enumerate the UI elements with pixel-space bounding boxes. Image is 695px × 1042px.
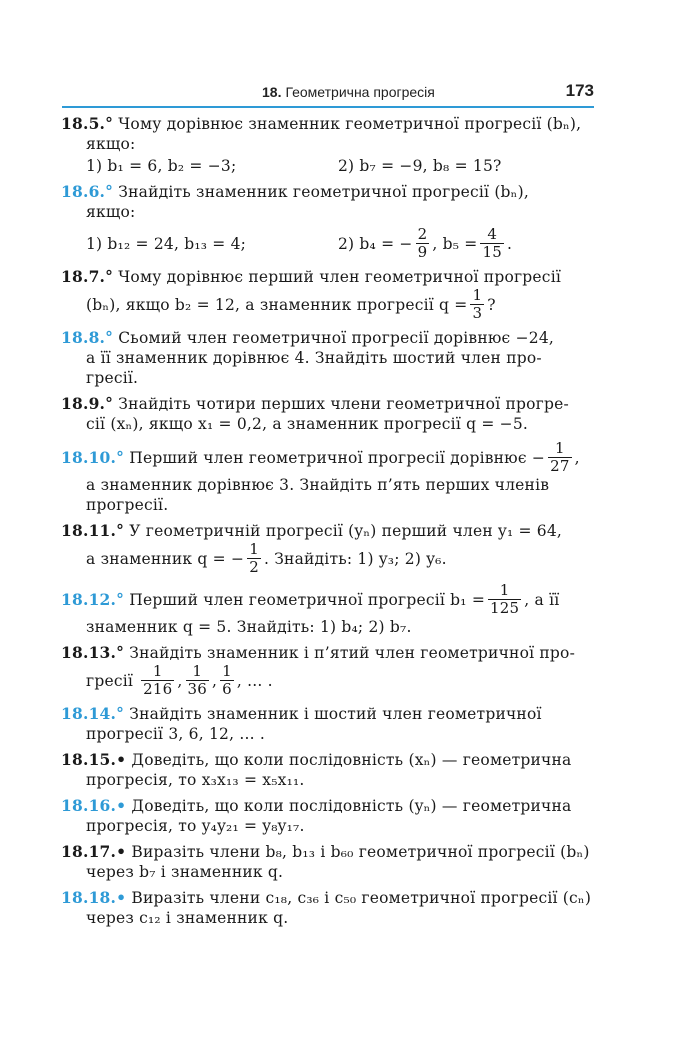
numerator: 1 xyxy=(152,662,163,680)
exercise-text: Виразіть члени c₁₈, c₃₆ і c₅₀ геометричної прогресії (cₙ) xyxy=(131,889,592,907)
exercise-options xyxy=(61,226,595,261)
denominator: 36 xyxy=(187,680,208,698)
separator: , xyxy=(177,671,183,690)
exercise-18-12 xyxy=(61,582,595,637)
exercise-18-6 xyxy=(61,182,595,261)
fraction xyxy=(488,582,521,617)
exercise-text: гресії. xyxy=(86,369,139,387)
option-text: . xyxy=(506,234,513,253)
exercise-text xyxy=(61,541,595,576)
exercise-text: через b₇ і знаменник q. xyxy=(86,863,284,881)
option-text: , b₅ = xyxy=(432,234,478,253)
denominator: 216 xyxy=(143,680,173,698)
numerator: 1 xyxy=(472,286,483,304)
exercise-number: 18.8.° xyxy=(61,328,114,347)
exercise-text: , а її xyxy=(524,590,560,609)
exercise-18-13 xyxy=(61,643,595,698)
exercise-18-5 xyxy=(61,114,595,176)
exercise-number: 18.5.° xyxy=(61,114,114,133)
exercise-text: . Знайдіть: 1) y₃; 2) y₆. xyxy=(263,549,447,568)
exercise-number: 18.18.• xyxy=(61,888,127,907)
exercise-18-9 xyxy=(61,394,595,434)
exercise-text: якщо: xyxy=(86,135,136,153)
denominator: 15 xyxy=(482,243,502,261)
option-text: 2) b₄ = − xyxy=(338,234,413,253)
exercise-18-18 xyxy=(61,888,595,928)
exercise-number: 18.11.° xyxy=(61,521,125,540)
exercise-text: через c₁₂ і знаменник q. xyxy=(86,909,289,927)
exercise-text: а знаменник дорівнює 3. Знайдіть п’ять перших членів xyxy=(86,476,550,494)
exercise-number: 18.6.° xyxy=(61,182,114,201)
numerator: 1 xyxy=(499,581,510,599)
exercise-text xyxy=(61,287,595,322)
page-number: 173 xyxy=(565,81,594,100)
denominator: 27 xyxy=(550,457,570,475)
exercise-number: 18.13.° xyxy=(61,643,125,662)
exercise-number: 18.17.• xyxy=(61,842,127,861)
exercise-text: , xyxy=(574,448,580,467)
exercise-text: Сьомий член геометричної прогресії дорівнює −24, xyxy=(118,329,555,347)
numerator: 1 xyxy=(249,540,259,558)
exercise-text xyxy=(61,663,595,698)
exercise-text: а її знаменник дорівнює 4. Знайдіть шостий член про- xyxy=(86,349,542,367)
exercise-text: Знайдіть знаменник геометричної прогресії (bₙ), xyxy=(118,183,529,201)
page-header xyxy=(62,80,594,108)
exercise-text: Знайдіть знаменник і шостий член геометричної xyxy=(129,705,542,723)
option-2: 2) b₇ = −9, b₈ = 15? xyxy=(338,157,502,175)
denominator: 3 xyxy=(472,304,483,322)
denominator: 2 xyxy=(249,558,259,576)
exercise-text: знаменник q = 5. Знайдіть: 1) b₄; 2) b₇. xyxy=(86,618,412,636)
exercise-18-17 xyxy=(61,842,595,882)
exercise-text: Перший член геометричної прогресії b₁ = xyxy=(129,590,486,609)
exercise-18-8 xyxy=(61,328,595,388)
numerator: 4 xyxy=(487,225,498,243)
exercise-text: (bₙ), якщо b₂ = 12, а знаменник прогресії q = xyxy=(86,295,468,314)
exercise-text: гресії xyxy=(86,671,134,690)
exercise-18-14 xyxy=(61,704,595,744)
denominator: 125 xyxy=(490,599,520,617)
exercise-18-11 xyxy=(61,521,595,576)
numerator: 1 xyxy=(192,662,203,680)
exercise-text: Доведіть, що коли послідовність (xₙ) — геометрична xyxy=(131,751,572,769)
exercise-number: 18.12.° xyxy=(61,589,125,609)
fraction xyxy=(470,287,484,322)
numerator: 2 xyxy=(417,225,428,243)
exercise-text: , ... . xyxy=(236,671,273,690)
numerator: 1 xyxy=(554,439,565,457)
exercise-text: прогресії. xyxy=(86,496,169,514)
denominator: 6 xyxy=(222,680,232,698)
exercise-list xyxy=(61,114,595,934)
fraction xyxy=(416,226,430,261)
exercise-text: прогресія, то x₃x₁₃ = x₅x₁₁. xyxy=(86,771,305,789)
section-title xyxy=(262,84,435,100)
exercise-text: Доведіть, що коли послідовність (yₙ) — геометрична xyxy=(131,797,572,815)
exercise-text: Чому дорівнює перший член геометричної прогресії xyxy=(118,268,562,286)
exercise-text: Знайдіть чотири перших члени геометричної прогре- xyxy=(118,395,569,413)
exercise-text: сії (xₙ), якщо x₁ = 0,2, а знаменник прогресії q = −5. xyxy=(86,415,529,433)
fraction xyxy=(141,663,174,698)
exercise-number: 18.7.° xyxy=(61,267,114,286)
exercise-number: 18.9.° xyxy=(61,394,114,413)
separator: , xyxy=(212,671,218,690)
option-2 xyxy=(338,226,512,261)
fraction xyxy=(548,440,572,475)
exercise-number: 18.16.• xyxy=(61,796,127,815)
exercise-text: прогресія, то y₄y₂₁ = y₈y₁₇. xyxy=(86,817,305,835)
denominator: 9 xyxy=(417,243,428,261)
exercise-text: а знаменник q = − xyxy=(86,549,245,568)
exercise-18-10 xyxy=(61,440,595,515)
exercise-number: 18.10.° xyxy=(61,447,125,467)
exercise-options xyxy=(61,156,595,176)
exercise-text: якщо: xyxy=(86,203,136,221)
exercise-number: 18.15.• xyxy=(61,750,127,769)
exercise-text: Чому дорівнює знаменник геометричної прогресії (bₙ), xyxy=(118,115,582,133)
exercise-text: прогресії 3, 6, 12, ... . xyxy=(86,725,265,743)
exercise-18-15 xyxy=(61,750,595,790)
section-name: Геометрична прогресія xyxy=(285,84,435,100)
exercise-text: У геометричній прогресії (yₙ) перший член y₁ = 64, xyxy=(129,522,563,540)
fraction xyxy=(186,663,210,698)
fraction xyxy=(220,663,234,698)
option-1: 1) b₁ = 6, b₂ = −3; xyxy=(86,157,237,175)
exercise-18-16 xyxy=(61,796,595,836)
option-1: 1) b₁₂ = 24, b₁₃ = 4; xyxy=(86,234,247,253)
numerator: 1 xyxy=(222,662,232,680)
exercise-text: Знайдіть знаменник і п’ятий член геометричної про- xyxy=(129,644,576,662)
section-number: 18. xyxy=(262,84,282,100)
exercise-number: 18.14.° xyxy=(61,704,125,723)
exercise-text: Виразіть члени b₈, b₁₃ і b₆₀ геометричної прогресії (bₙ) xyxy=(131,843,590,861)
exercise-18-7 xyxy=(61,267,595,322)
fraction xyxy=(480,226,504,261)
exercise-text: Перший член геометричної прогресії дорівнює − xyxy=(129,448,546,467)
exercise-text: ? xyxy=(487,295,496,314)
fraction xyxy=(247,541,261,576)
